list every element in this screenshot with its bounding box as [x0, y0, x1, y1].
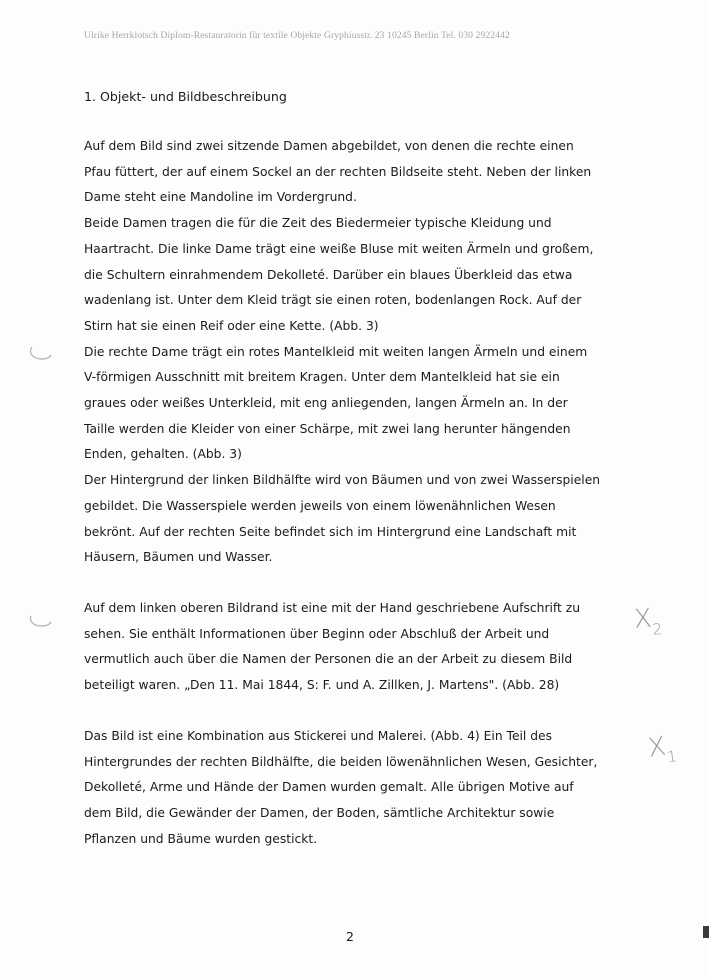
text-line: sehen. Sie enthält Informationen über Beginn oder Abschluß der Arbeit und: [84, 626, 550, 641]
text-line: Das Bild ist eine Kombination aus Stickerei und Malerei. (Abb. 4) Ein Teil des: [84, 729, 553, 743]
text-line: Die rechte Dame trägt ein rotes Mantelkleid mit weiten langen Ärmeln und einem: [84, 344, 588, 359]
text-line: beteiligt waren. „Den 11. Mai 1844, S: F. und A. Zillken, J. Martens". (Abb. 28): [84, 678, 560, 693]
handwritten-margin-mark-x2: [632, 603, 663, 639]
text-line: Enden, gehalten. (Abb. 3): [84, 447, 242, 462]
punch-hole-mark: [26, 344, 54, 362]
mark-subscript: 1: [666, 747, 679, 767]
text-line: dem Bild, die Gewänder der Damen, der Boden, sämtliche Architektur sowie: [84, 806, 555, 821]
text-line: Hintergrundes der rechten Bildhälfte, die beiden löwenähnlichen Wesen, Gesichter,: [84, 754, 598, 769]
text-line: Taille werden die Kleider von einer Schärpe, mit zwei lang herunter hängenden: [84, 421, 571, 436]
text-line: Häusern, Bäumen und Wasser.: [84, 550, 273, 565]
text-line: Auf dem Bild sind zwei sitzende Damen abgebildet, von denen die rechte einen: [84, 139, 574, 153]
text-line: wadenlang ist. Unter dem Kleid trägt sie einen roten, bodenlangen Rock. Auf der: [84, 293, 582, 308]
text-line: Beide Damen tragen die für die Zeit des Biedermeier typische Kleidung und: [84, 216, 552, 231]
paragraph-inscription: [84, 596, 644, 699]
mark-letter: X: [646, 731, 668, 764]
text-line: die Schultern einrahmendem Dekolleté. Darüber ein blaues Überkleid das etwa: [84, 267, 573, 282]
section-heading: 1. Objekt- und Bildbeschreibung: [84, 89, 287, 104]
text-line: Pflanzen und Bäume wurden gestickt.: [84, 831, 318, 846]
text-line: Auf dem linken oberen Bildrand ist eine mit der Hand geschriebene Aufschrift zu: [84, 601, 581, 615]
handwritten-margin-mark-x1: [646, 730, 679, 767]
page-number: 2: [346, 929, 354, 944]
scan-edge-mark: [703, 926, 709, 938]
letterhead: Ulrike Herrklotsch Diplom-Restauratorin für textile Objekte Gryphiusstr. 23 10245 Berlin Tel. 030 2922442: [84, 30, 510, 41]
text-line: Pfau füttert, der auf einem Sockel an der rechten Bildseite steht. Neben der linken: [84, 164, 592, 179]
paragraph-description: [84, 134, 644, 571]
text-line: Stirn hat sie einen Reif oder eine Kette. (Abb. 3): [84, 318, 379, 333]
mark-letter: X: [632, 603, 653, 635]
text-line: graues oder weißes Unterkleid, mit eng anliegenden, langen Ärmeln an. In der: [84, 396, 568, 411]
mark-subscript: 2: [651, 620, 663, 639]
text-line: Dame steht eine Mandoline im Vordergrund.: [84, 190, 357, 205]
paragraph-technique: [84, 724, 644, 853]
punch-hole-mark: [26, 612, 54, 630]
text-line: gebildet. Die Wasserspiele werden jeweils von einem löwenähnlichen Wesen: [84, 498, 556, 513]
text-line: Der Hintergrund der linken Bildhälfte wird von Bäumen und von zwei Wasserspielen: [84, 473, 601, 488]
text-line: bekrönt. Auf der rechten Seite befindet sich im Hintergrund eine Landschaft mit: [84, 524, 577, 539]
text-line: V-förmigen Ausschnitt mit breitem Kragen. Unter dem Mantelkleid hat sie ein: [84, 370, 560, 385]
text-line: vermutlich auch über die Namen der Personen die an der Arbeit zu diesem Bild: [84, 652, 573, 667]
text-line: Dekolleté, Arme und Hände der Damen wurden gemalt. Alle übrigen Motive auf: [84, 780, 574, 795]
text-line: Haartracht. Die linke Dame trägt eine weiße Bluse mit weiten Ärmeln und großem,: [84, 241, 594, 256]
